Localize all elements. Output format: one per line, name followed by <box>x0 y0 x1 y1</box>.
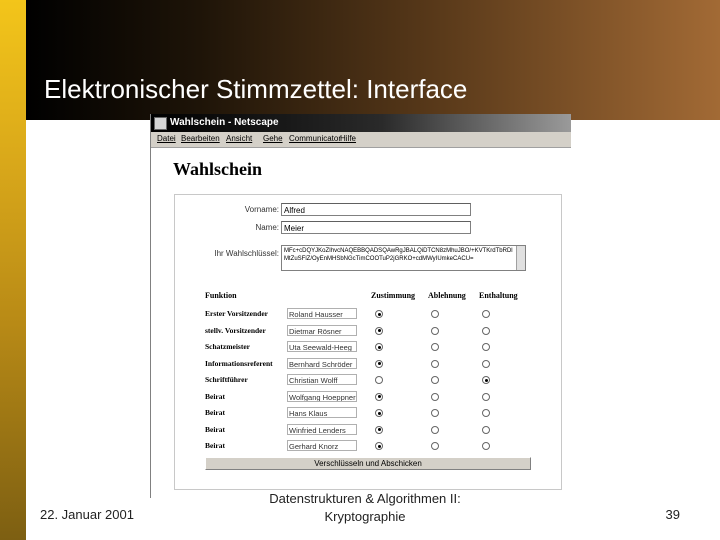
footer-course-line: Datenstrukturen & Algorithmen II: <box>269 491 461 506</box>
column-function: Funktion <box>205 291 237 300</box>
candidate-function: Schriftführer <box>205 375 248 384</box>
radio-abstain[interactable] <box>482 393 490 401</box>
radio-abstain[interactable] <box>482 409 490 417</box>
window-title: Wahlschein - Netscape <box>170 117 279 128</box>
radio-no[interactable] <box>431 343 439 351</box>
candidate-name: Dietmar Rösner <box>287 325 357 336</box>
radio-no[interactable] <box>431 360 439 368</box>
radio-yes[interactable] <box>375 393 383 401</box>
footer-course <box>240 490 490 526</box>
radio-yes[interactable] <box>375 360 383 368</box>
submit-button[interactable]: Verschlüsseln und Abschicken <box>205 457 531 470</box>
footer-topic-line: Kryptographie <box>324 509 406 524</box>
radio-abstain[interactable] <box>482 310 490 318</box>
browser-titlebar[interactable] <box>151 114 571 132</box>
radio-no[interactable] <box>431 442 439 450</box>
radio-no[interactable] <box>431 376 439 384</box>
slide-title: Elektronischer Stimmzettel: Interface <box>44 74 468 104</box>
candidate-name: Uta Seewald-Heeg <box>287 341 357 352</box>
candidate-name: Wolfgang Hoeppner <box>289 392 356 402</box>
menu-ansicht[interactable]: Ansicht <box>226 134 253 143</box>
menu-gehe[interactable]: Gehe <box>263 134 283 143</box>
radio-yes[interactable] <box>375 310 383 318</box>
ballot-form <box>174 194 562 490</box>
radio-yes[interactable] <box>375 327 383 335</box>
radio-yes[interactable] <box>375 442 383 450</box>
radio-no[interactable] <box>431 310 439 318</box>
radio-no[interactable] <box>431 393 439 401</box>
key-scrollbar[interactable] <box>516 246 525 270</box>
candidate-name: Winfried Lenders <box>287 424 357 435</box>
page-content <box>151 148 571 498</box>
page-heading: Wahlschein <box>173 159 263 179</box>
candidate-function: stellv. Vorsitzender <box>205 325 266 335</box>
candidate-function: Schatzmeister <box>205 342 250 351</box>
vorname-field[interactable]: Alfred <box>281 203 471 216</box>
candidate-function: Informationsreferent <box>205 358 273 368</box>
radio-no[interactable] <box>431 327 439 335</box>
netscape-window-icon <box>154 117 167 130</box>
candidate-name: Roland Hausser <box>287 308 357 319</box>
menu-datei[interactable]: Datei <box>157 134 176 143</box>
candidate-name: Bernhard Schröder <box>287 358 357 369</box>
candidate-function: Beirat <box>205 424 225 434</box>
radio-yes[interactable] <box>375 426 383 434</box>
menu-hilfe[interactable]: Hilfe <box>340 134 357 143</box>
radio-abstain[interactable] <box>482 343 490 351</box>
radio-yes[interactable] <box>375 343 383 351</box>
browser-menubar <box>151 132 571 148</box>
name-field[interactable]: Meier <box>281 221 471 234</box>
column-abstain: Enthaltung <box>479 291 518 300</box>
radio-no[interactable] <box>431 409 439 417</box>
radio-yes[interactable] <box>375 409 383 417</box>
candidate-name: Gerhard Knorz <box>287 440 357 451</box>
page-number: 39 <box>665 507 680 522</box>
menu-bearbeiten[interactable]: Bearbeiten <box>181 134 220 143</box>
candidate-name: Hans Klaus <box>287 407 357 418</box>
column-yes: Zustimmung <box>371 291 416 300</box>
candidate-function: Beirat <box>205 391 225 401</box>
vorname-label: Vorname: <box>244 205 279 214</box>
radio-abstain[interactable] <box>482 426 490 434</box>
radio-no[interactable] <box>431 426 439 434</box>
key-label: Ihr Wahlschlüssel: <box>214 249 279 258</box>
radio-abstain[interactable] <box>482 442 490 450</box>
left-accent-stripe <box>0 0 26 540</box>
radio-abstain[interactable] <box>482 327 490 335</box>
name-label: Name: <box>255 223 279 232</box>
candidate-function: Beirat <box>205 408 225 417</box>
key-value: MFc+cDQYJKoZIhvcNAQEBBQADSQAwRgJBALQiDTCN8zMhuJBO/+KVTKrdTbRDlMtZuSFlZ/OyEnMHSbNGcTimCOOTuP2jGRKO+cdMWyIUmkeCACU= <box>284 248 513 262</box>
footer-date: 22. Januar 2001 <box>40 507 134 522</box>
radio-yes[interactable] <box>375 376 383 384</box>
key-textarea[interactable] <box>281 245 526 271</box>
radio-abstain[interactable] <box>482 376 490 384</box>
candidate-function: Erster Vorsitzender <box>205 309 268 318</box>
menu-communicator[interactable]: Communicator <box>289 134 342 143</box>
candidate-name: Christian Wolff <box>287 374 357 385</box>
browser-window <box>150 114 571 498</box>
radio-abstain[interactable] <box>482 360 490 368</box>
column-no: Ablehnung <box>428 291 466 300</box>
candidate-function: Beirat <box>205 441 225 450</box>
